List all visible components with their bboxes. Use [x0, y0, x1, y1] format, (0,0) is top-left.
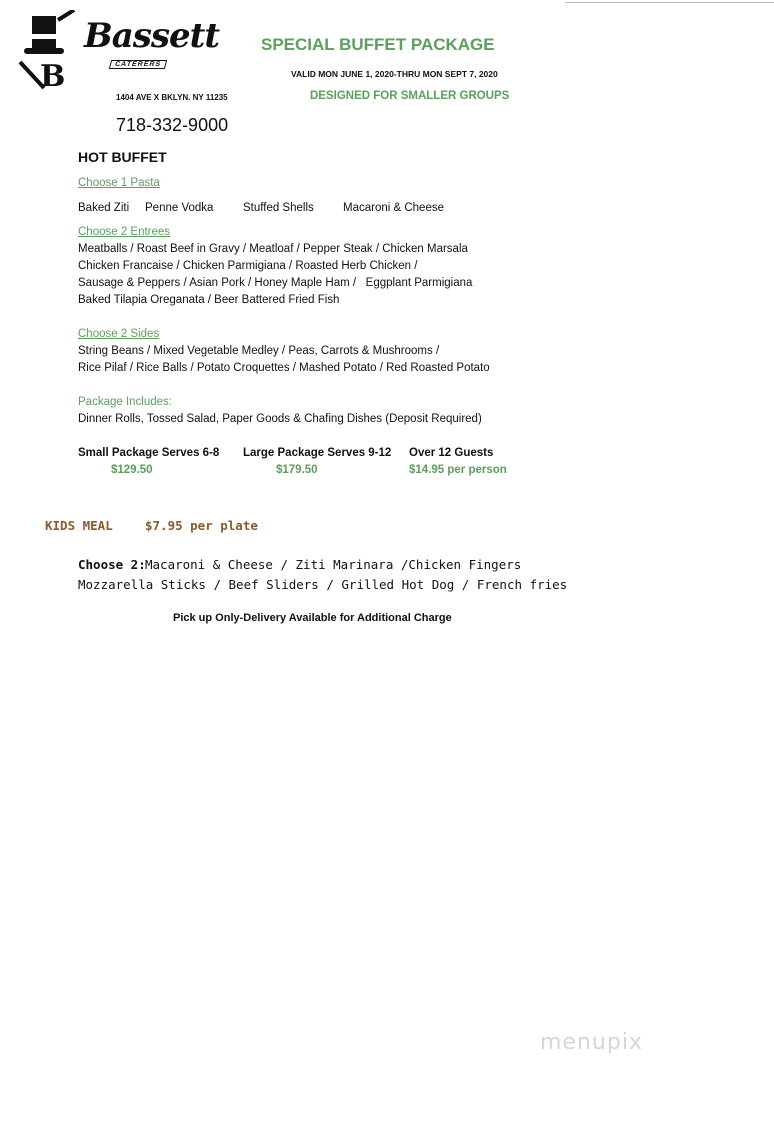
svg-text:B: B — [40, 59, 66, 90]
entrees-line: Sausage & Peppers / Asian Pork / Honey Maple Ham / Eggplant Parmigiana — [78, 277, 473, 289]
subtitle: DESIGNED FOR SMALLER GROUPS — [310, 90, 510, 102]
includes-heading: Package Includes: — [78, 396, 172, 408]
package-label: Small Package Serves 6-8 — [78, 447, 220, 459]
scan-edge-line — [565, 2, 774, 3]
pickup-note: Pick up Only-Delivery Available for Additional Charge — [173, 612, 452, 624]
pasta-item: Baked Ziti — [78, 202, 130, 214]
pasta-item: Penne Vodka — [145, 202, 214, 214]
entrees-line: Baked Tilapia Oreganata / Beer Battered Fried Fish — [78, 294, 340, 306]
package-price: $14.95 per person — [409, 464, 507, 476]
kids-options-line: Mozzarella Sticks / Beef Sliders / Grilled Hot Dog / French fries — [78, 577, 568, 592]
package-label: Large Package Serves 9-12 — [243, 447, 392, 459]
logo-name: Bassett — [84, 16, 220, 56]
kids-options-line: Macaroni & Cheese / Ziti Marinara /Chicken Fingers — [145, 557, 522, 572]
top-hat-logo-icon — [18, 10, 76, 90]
page-title: SPECIAL BUFFET PACKAGE — [261, 35, 495, 54]
phone-number: 718-332-9000 — [116, 115, 229, 135]
kids-meal-price: $7.95 per plate — [145, 518, 258, 533]
sides-heading: Choose 2 Sides — [78, 328, 160, 340]
pasta-item: Stuffed Shells — [243, 202, 314, 214]
package-label: Over 12 Guests — [409, 447, 494, 459]
address: 1404 AVE X BKLYN. NY 11235 — [116, 93, 228, 102]
logo — [18, 10, 228, 90]
package-price: $179.50 — [276, 464, 318, 476]
includes-text: Dinner Rolls, Tossed Salad, Paper Goods & Chafing Dishes (Deposit Required) — [78, 413, 482, 425]
kids-choose-label: Choose 2: — [78, 557, 146, 572]
logo-subtitle: CATERERS — [109, 60, 167, 69]
entrees-line: Chicken Francaise / Chicken Parmigiana / Roasted Herb Chicken / — [78, 260, 418, 272]
hot-buffet-heading: HOT BUFFET — [78, 149, 167, 165]
sides-line: Rice Pilaf / Rice Balls / Potato Croquettes / Mashed Potato / Red Roasted Potato — [78, 362, 490, 374]
sides-line: String Beans / Mixed Vegetable Medley / Peas, Carrots & Mushrooms / — [78, 345, 440, 357]
kids-meal-heading: KIDS MEAL — [45, 518, 113, 533]
package-price: $129.50 — [111, 464, 153, 476]
entrees-heading: Choose 2 Entrees — [78, 226, 171, 238]
validity-dates: VALID MON JUNE 1, 2020-THRU MON SEPT 7, 2020 — [291, 69, 498, 79]
entrees-line: Meatballs / Roast Beef in Gravy / Meatloaf / Pepper Steak / Chicken Marsala — [78, 243, 468, 255]
pasta-item: Macaroni & Cheese — [343, 202, 444, 214]
watermark: menupix — [540, 1030, 643, 1055]
pasta-heading: Choose 1 Pasta — [78, 177, 160, 189]
